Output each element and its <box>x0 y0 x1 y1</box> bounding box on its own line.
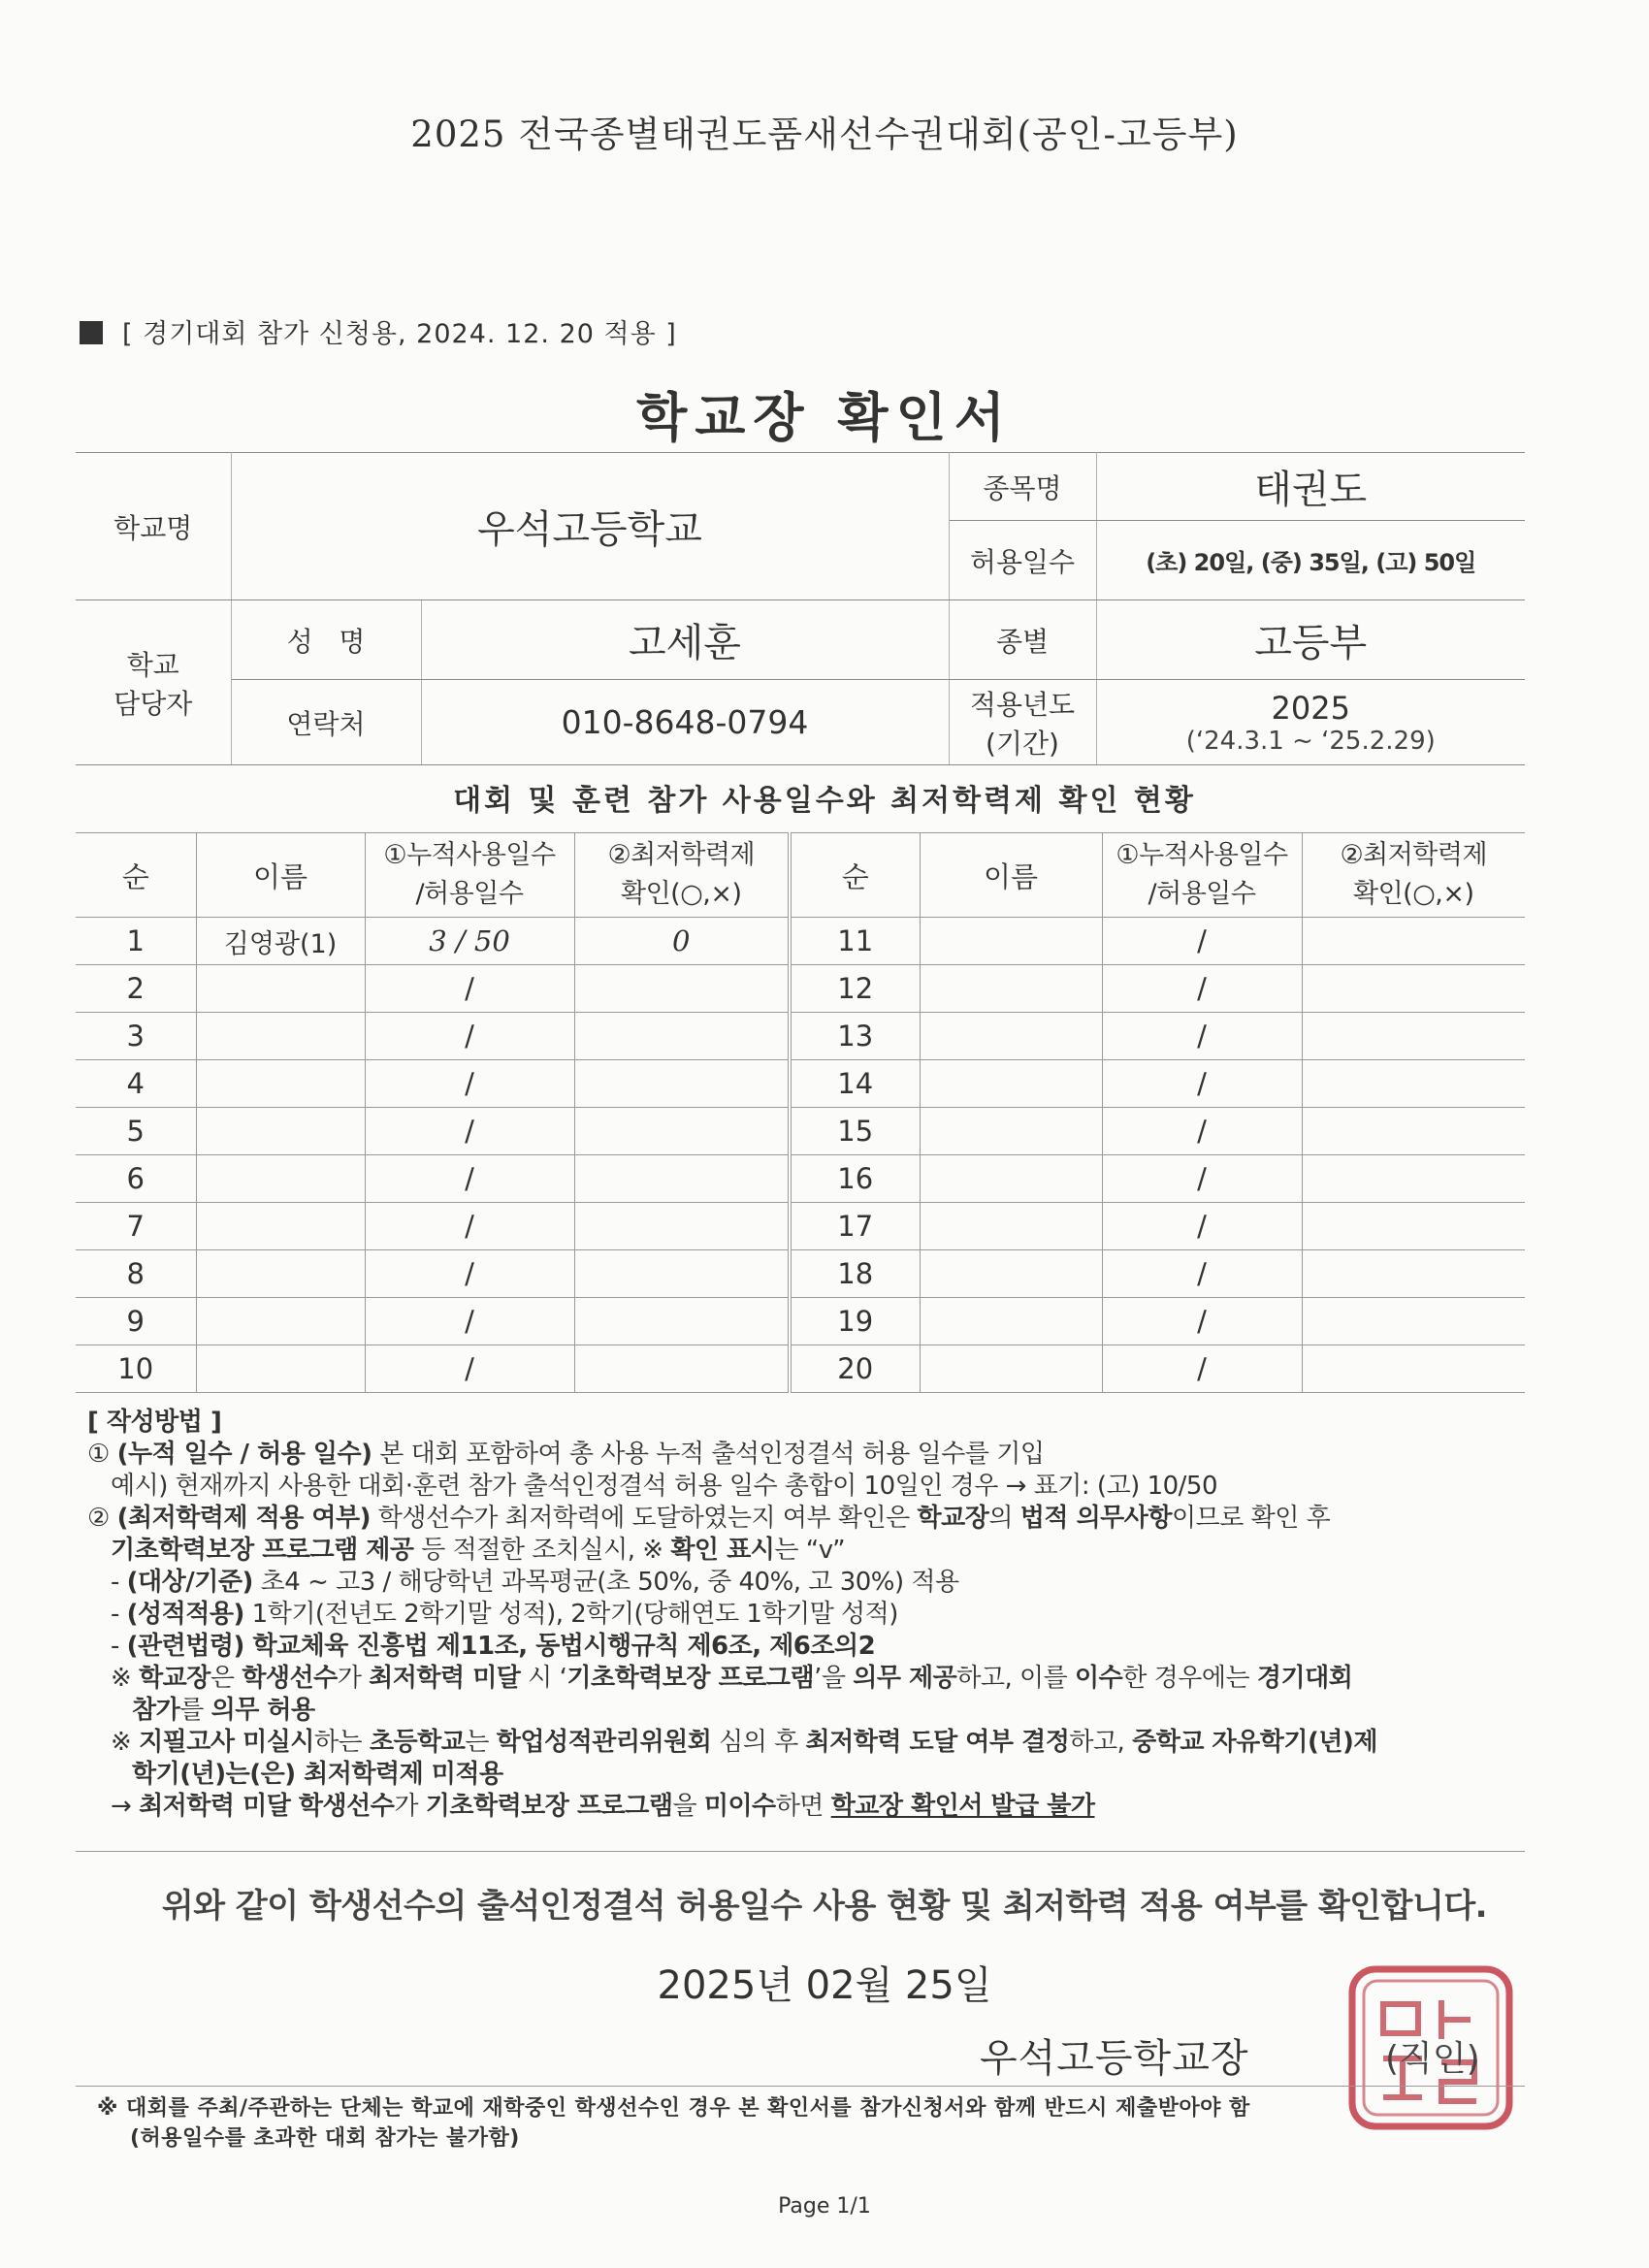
guide-text: ※ <box>111 1664 140 1693</box>
guide-line-6 <box>87 1599 1542 1631</box>
guide-bold: (최저학력제 적용 여부) <box>116 1504 371 1533</box>
cell-name <box>920 1345 1102 1393</box>
roster-body <box>76 918 1525 1393</box>
guide-bold: (관련법령) 학교체육 진흥법 제11조, 동법시행규칙 제6조, 제6조의2 <box>126 1632 876 1661</box>
division-value: 고등부 <box>1096 600 1525 680</box>
cell-check <box>574 1108 790 1155</box>
cell-days: / <box>365 1298 574 1345</box>
cell-days: / <box>1102 1298 1302 1345</box>
col-days-right-1: ①누적사용일수 <box>1116 840 1288 870</box>
guide-line-2: 예시) 현재까지 사용한 대회·훈련 참가 출석인정결석 허용 일수 총합이 10일인 경우 → 표기: (고) 10/50 <box>111 1472 1218 1501</box>
phone-value: 010-8648-0794 <box>421 680 949 765</box>
guide-text: 가 <box>337 1664 370 1693</box>
guide-text: ’을 <box>814 1664 854 1693</box>
cell-check <box>1302 1060 1525 1108</box>
cell-days: / <box>365 1108 574 1155</box>
col-min-right-2: 확인(○,×) <box>1353 879 1474 909</box>
cell-no: 1 <box>76 918 196 965</box>
col-name-right: 이름 <box>920 833 1102 918</box>
seal-label: (직인) <box>1385 2039 1480 2079</box>
cell-check: 0 <box>574 918 790 965</box>
guide-text: 1학기(전년도 2학기말 성적), 2학기(당해연도 1학기말 성적) <box>243 1600 898 1629</box>
cell-check <box>1302 965 1525 1013</box>
cell-check <box>1302 1155 1525 1203</box>
cell-name <box>196 1203 365 1250</box>
table-row <box>76 918 1525 965</box>
cell-days: / <box>1102 1345 1302 1393</box>
col-name-left: 이름 <box>196 833 365 918</box>
table-row <box>76 965 1525 1013</box>
cell-no: 10 <box>76 1345 196 1393</box>
cell-no: 2 <box>76 965 196 1013</box>
contact-group-label-1: 학교 <box>126 648 179 681</box>
col-min-left-2: 확인(○,×) <box>621 879 742 909</box>
guide-bold: 참가 <box>132 1696 180 1725</box>
guide-text: ② <box>87 1504 117 1533</box>
cell-name <box>920 1203 1102 1250</box>
cell-check <box>1302 918 1525 965</box>
cell-name <box>196 1345 365 1393</box>
guide-text: 하고, 이를 <box>956 1664 1076 1693</box>
guide-bold: 학교장 <box>917 1504 989 1533</box>
cell-days: / <box>1102 1108 1302 1155</box>
guide-text: - <box>111 1600 127 1629</box>
guide-line-3 <box>87 1503 1542 1535</box>
year-label-2: (기간) <box>986 727 1059 760</box>
cell-days: / <box>365 1060 574 1108</box>
guide-bold: 학생선수 <box>242 1664 338 1693</box>
guide-bold: 경기대회 <box>1256 1664 1353 1693</box>
guide-bold: 초등학교 <box>369 1728 466 1757</box>
cell-check <box>574 1298 790 1345</box>
guide-bold: 최저학력 미달 <box>369 1664 521 1693</box>
contact-group-label <box>76 600 231 765</box>
guide-bold: 이수 <box>1075 1664 1123 1693</box>
table-row <box>76 1155 1525 1203</box>
cell-name <box>920 918 1102 965</box>
cell-days: / <box>1102 1013 1302 1060</box>
guide-bold: 학업성적관리위원회 <box>496 1728 712 1757</box>
guide-bold: 법적 의무사항 <box>1019 1504 1173 1533</box>
confirmation-statement: 위와 같이 학생선수의 출석인정결석 허용일수 사용 현황 및 최저학력 적용 여부를 확인합니다. <box>161 1887 1488 1926</box>
guide-text: - <box>111 1568 127 1597</box>
cell-no: 18 <box>790 1250 920 1298</box>
cell-days: / <box>365 1250 574 1298</box>
cell-no: 20 <box>790 1345 920 1393</box>
guide-bold: 학교장 확인서 발급 불가 <box>830 1792 1095 1821</box>
cell-no: 11 <box>790 918 920 965</box>
page-number: Page 1/1 <box>778 2194 871 2219</box>
guide-line-1 <box>87 1439 1542 1471</box>
cell-days: / <box>1102 1155 1302 1203</box>
guide-bold: 최저학력 도달 여부 결정 <box>805 1728 1070 1757</box>
name-value: 고세훈 <box>421 600 949 680</box>
guide-line-10 <box>87 1727 1542 1759</box>
division-label: 종별 <box>949 600 1096 680</box>
guide-text: 는 “v” <box>774 1536 846 1565</box>
cell-name <box>920 1298 1102 1345</box>
cell-check <box>574 1250 790 1298</box>
year-value: 2025 <box>1271 689 1350 727</box>
guide-text: - <box>111 1632 127 1661</box>
event-value: 태권도 <box>1096 453 1525 521</box>
guide-text: 은 <box>210 1664 242 1693</box>
writing-guide <box>87 1407 1542 1823</box>
competition-title: 2025 전국종별태권도품새선수권대회(공인-고등부) <box>410 113 1239 155</box>
guide-text: 하는 <box>313 1728 370 1757</box>
guide-bold: (누적 일수 / 허용 일수) <box>116 1440 372 1469</box>
col-no-left: 순 <box>76 833 196 918</box>
guide-bold: 기초학력보장 프로그램 <box>425 1792 673 1821</box>
cell-name <box>920 1108 1102 1155</box>
cell-check <box>1302 1345 1525 1393</box>
guide-text: 을 <box>672 1792 704 1821</box>
col-days-left-1: ①누적사용일수 <box>383 840 556 870</box>
cell-days: 3 / 50 <box>365 918 574 965</box>
cell-days: / <box>365 1013 574 1060</box>
guide-bold: 중학교 자유학기(년)제 <box>1132 1728 1377 1757</box>
cell-days: / <box>1102 1060 1302 1108</box>
cell-name <box>196 1108 365 1155</box>
guide-text: ※ <box>111 1728 140 1757</box>
cell-check <box>1302 1250 1525 1298</box>
guide-bold: 확인 표시 <box>670 1536 775 1565</box>
cell-no: 8 <box>76 1250 196 1298</box>
cell-no: 9 <box>76 1298 196 1345</box>
cell-check <box>574 1060 790 1108</box>
guide-line-8 <box>87 1663 1542 1695</box>
cell-no: 3 <box>76 1013 196 1060</box>
form-note <box>80 312 677 350</box>
table-row <box>76 1108 1525 1155</box>
phone-label: 연락처 <box>231 680 421 765</box>
guide-text: 학생선수가 최저학력에 도달하였는지 여부 확인은 <box>371 1504 918 1533</box>
guide-line-7 <box>87 1631 1542 1663</box>
guide-bold: 기초학력보장 프로그램 <box>566 1664 815 1693</box>
footnote-line-1: ※ 대회를 주최/주관하는 단체는 학교에 재학중인 학생선수인 경우 본 확인서를 참가신청서와 함께 반드시 제출받아야 함 <box>97 2096 1250 2121</box>
guide-line-11 <box>87 1759 1542 1791</box>
col-no-right: 순 <box>790 833 920 918</box>
col-days-right <box>1102 833 1302 918</box>
divider <box>76 1851 1525 1852</box>
year-cell <box>1096 680 1525 765</box>
guide-line-5 <box>87 1567 1542 1599</box>
guide-bold: (대상/기준) <box>126 1568 253 1597</box>
cell-days: / <box>365 1203 574 1250</box>
cell-name <box>196 1250 365 1298</box>
divider <box>76 2086 1525 2087</box>
guide-bold: 미이수 <box>703 1792 776 1821</box>
cell-name <box>196 1298 365 1345</box>
guide-text: 본 대회 포함하여 총 사용 누적 출석인정결석 허용 일수를 기입 <box>372 1440 1045 1469</box>
cell-days: / <box>1102 918 1302 965</box>
guide-text: 하고, <box>1069 1728 1133 1757</box>
cell-name <box>196 1013 365 1060</box>
square-bullet-icon <box>80 321 103 344</box>
cell-days: / <box>365 1155 574 1203</box>
guide-bold: 기초학력보장 프로그램 제공 <box>111 1536 414 1565</box>
cell-days: / <box>1102 1203 1302 1250</box>
guide-text: 시 ‘ <box>520 1664 567 1693</box>
col-days-left-2: /허용일수 <box>415 879 524 909</box>
cell-days: / <box>365 965 574 1013</box>
table-row <box>76 1345 1525 1393</box>
col-min-right-1: ②최저학력제 <box>1340 840 1488 870</box>
guide-bold: 의무 제공 <box>853 1664 957 1693</box>
cell-days: / <box>1102 965 1302 1013</box>
guide-text: 가 <box>394 1792 426 1821</box>
guide-bold: 학교장 <box>139 1664 210 1693</box>
footnote <box>97 2093 1533 2154</box>
cell-no: 16 <box>790 1155 920 1203</box>
footnote-line-2: (허용일수를 초과한 대회 참가는 불가함) <box>130 2126 520 2151</box>
guide-text: 심의 후 <box>711 1728 806 1757</box>
table-row <box>76 1250 1525 1298</box>
school-info-table <box>76 452 1525 765</box>
guide-bold: 최저학력 미달 학생선수 <box>139 1792 395 1821</box>
cell-name <box>920 1013 1102 1060</box>
guide-line-9 <box>87 1695 1542 1727</box>
cell-no: 15 <box>790 1108 920 1155</box>
cell-name <box>920 1060 1102 1108</box>
roster-table <box>76 832 1525 1393</box>
guide-text: 등 적절한 조치실시, ※ <box>413 1536 671 1565</box>
col-days-left <box>365 833 574 918</box>
cell-no: 17 <box>790 1203 920 1250</box>
cell-check <box>1302 1298 1525 1345</box>
col-days-right-2: /허용일수 <box>1148 879 1256 909</box>
cell-no: 5 <box>76 1108 196 1155</box>
guide-bold: 학기(년)는(은) 최저학력제 미적용 <box>132 1760 503 1789</box>
cell-no: 12 <box>790 965 920 1013</box>
school-label: 학교명 <box>76 453 231 600</box>
cell-no: 7 <box>76 1203 196 1250</box>
guide-bold: 지필고사 미실시 <box>139 1728 314 1757</box>
cell-name <box>196 965 365 1013</box>
guide-text: 를 <box>179 1696 211 1725</box>
cell-name <box>196 1155 365 1203</box>
guide-text: 초4 ~ 고3 / 해당학년 과목평균(초 50%, 중 40%, 고 30%) 적용 <box>252 1568 959 1597</box>
name-label: 성 명 <box>231 600 421 680</box>
col-min-right <box>1302 833 1525 918</box>
allowed-days-value: (초) 20일, (중) 35일, (고) 50일 <box>1096 521 1525 600</box>
table-row <box>76 1060 1525 1108</box>
allowed-days-label: 허용일수 <box>949 521 1096 600</box>
cell-check <box>574 965 790 1013</box>
table-row <box>76 1013 1525 1060</box>
guide-text: ① <box>87 1440 117 1469</box>
cell-name <box>920 965 1102 1013</box>
section-title: 대회 및 훈련 참가 사용일수와 최저학력제 확인 현황 <box>453 784 1196 818</box>
cell-name <box>196 1060 365 1108</box>
issue-date: 2025년 02월 25일 <box>657 1963 992 2008</box>
table-row <box>76 1203 1525 1250</box>
year-label <box>949 680 1096 765</box>
contact-group-label-2: 담당자 <box>113 687 193 720</box>
year-label-1: 적용년도 <box>969 688 1076 721</box>
guide-text: 이므로 확인 후 <box>1172 1504 1331 1533</box>
guide-line-12 <box>87 1791 1542 1823</box>
guide-bold: (성적적용) <box>126 1600 244 1629</box>
cell-no: 4 <box>76 1060 196 1108</box>
cell-check <box>1302 1203 1525 1250</box>
form-note-text: [ 경기대회 참가 신청용, 2024. 12. 20 적용 ] <box>122 319 677 349</box>
cell-check <box>1302 1108 1525 1155</box>
cell-no: 19 <box>790 1298 920 1345</box>
cell-check <box>1302 1013 1525 1060</box>
cell-no: 14 <box>790 1060 920 1108</box>
cell-name <box>920 1250 1102 1298</box>
cell-check <box>574 1203 790 1250</box>
guide-text: 하면 <box>775 1792 831 1821</box>
guide-text: 는 <box>465 1728 497 1757</box>
cell-no: 6 <box>76 1155 196 1203</box>
cell-check <box>574 1345 790 1393</box>
guide-text: → <box>111 1792 140 1821</box>
guide-bold: 의무 허용 <box>210 1696 315 1725</box>
guide-text: 한 경우에는 <box>1122 1664 1257 1693</box>
cell-no: 13 <box>790 1013 920 1060</box>
cell-name <box>920 1155 1102 1203</box>
cell-name: 김영광(1) <box>196 918 365 965</box>
document-title: 학교장 확인서 <box>636 387 1013 448</box>
school-value: 우석고등학교 <box>231 453 949 600</box>
period-value: (‘24.3.1 ~ ‘25.2.29) <box>1185 726 1436 756</box>
cell-days: / <box>1102 1250 1302 1298</box>
cell-check <box>574 1013 790 1060</box>
col-min-left <box>574 833 790 918</box>
principal-name: 우석고등학교장 <box>980 2036 1249 2081</box>
cell-check <box>574 1155 790 1203</box>
guide-text: 의 <box>988 1504 1020 1533</box>
table-row <box>76 1298 1525 1345</box>
col-min-left-1: ②최저학력제 <box>607 840 756 870</box>
cell-days: / <box>365 1345 574 1393</box>
guide-line-4 <box>87 1535 1542 1567</box>
guide-heading: [ 작성방법 ] <box>87 1408 222 1437</box>
event-label: 종목명 <box>949 453 1096 521</box>
